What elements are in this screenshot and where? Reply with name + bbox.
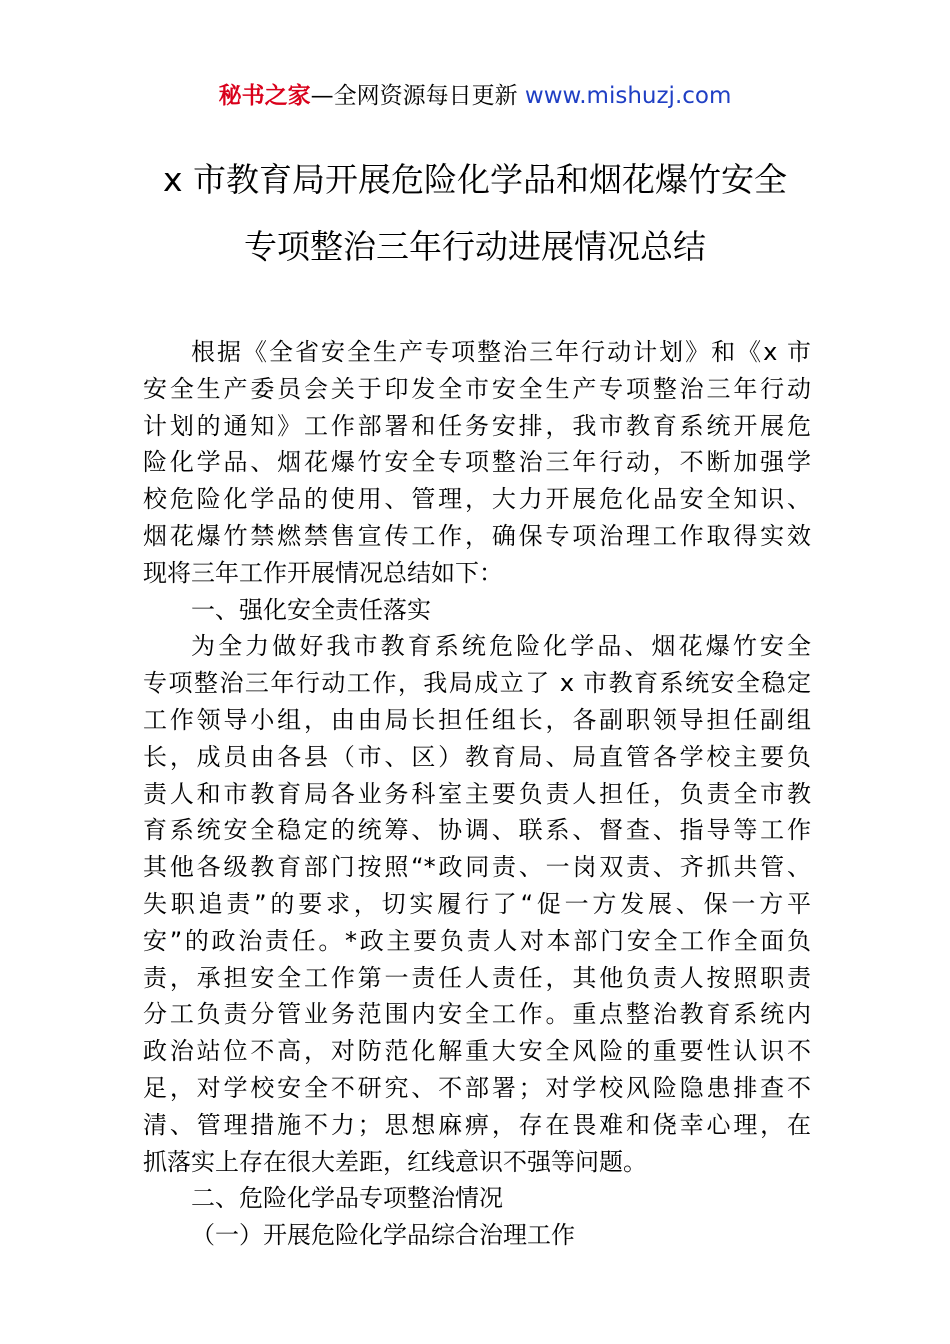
text-line: 责人和市教育局各业务科室主要负责人担任，负责全市教 bbox=[143, 779, 811, 808]
heading-text: （一）开展危险化学品综合治理工作 bbox=[191, 1221, 575, 1250]
text-line: 清、管理措施不力；思想麻痹，存在畏难和侥幸心理，在 bbox=[143, 1110, 811, 1139]
text-line: 工作领导小组，由由局长担任组长，各副职领导担任副组 bbox=[143, 705, 811, 734]
heading-text: 二、危险化学品专项整治情况 bbox=[191, 1184, 503, 1213]
paragraph-responsibility bbox=[143, 628, 811, 1180]
text-line: 专项整治三年行动工作，我局成立了 x 市教育系统安全稳定 bbox=[143, 669, 811, 698]
document-title-line-1: x 市教育局开展危险化学品和烟花爆竹安全 bbox=[162, 160, 788, 199]
text-line: 烟花爆竹禁燃禁售宣传工作，确保专项治理工作取得实效 bbox=[143, 521, 811, 550]
text-line: 为全力做好我市教育系统危险化学品、烟花爆竹安全 bbox=[191, 632, 811, 661]
document-body bbox=[143, 334, 811, 1254]
text-line: 校危险化学品的使用、管理，大力开展危化品安全知识、 bbox=[143, 485, 811, 514]
text-line: 安”的政治责任。*政主要负责人对本部门安全工作全面负 bbox=[143, 926, 811, 955]
section-heading-2 bbox=[143, 1180, 811, 1217]
text-line: 险化学品、烟花爆竹安全专项整治三年行动，不断加强学 bbox=[143, 448, 811, 477]
subsection-heading-1 bbox=[143, 1217, 811, 1254]
heading-text: 一、强化安全责任落实 bbox=[191, 595, 431, 624]
text-line: 安全生产委员会关于印发全市安全生产专项整治三年行动 bbox=[143, 374, 811, 403]
text-line: 分工负责分管业务范围内安全工作。重点整治教育系统内 bbox=[143, 1000, 811, 1029]
paragraph-intro bbox=[143, 334, 811, 592]
banner-website: www.mishuzj.com bbox=[524, 83, 732, 109]
text-line: 长，成员由各县（市、区）教育局、局直管各学校主要负 bbox=[143, 742, 811, 771]
section-heading-1 bbox=[143, 592, 811, 629]
banner-tagline: —全网资源每日更新 bbox=[310, 83, 525, 109]
text-line: 育系统安全稳定的统筹、协调、联系、督查、指导等工作 bbox=[143, 816, 811, 845]
text-line: 抓落实上存在很大差距，红线意识不强等问题。 bbox=[143, 1147, 647, 1176]
document-title-line-2: 专项整治三年行动进展情况总结 bbox=[244, 227, 706, 266]
text-line: 失职追责”的要求，切实履行了“促一方发展、保一方平 bbox=[143, 889, 811, 918]
text-line: 责，承担安全工作第一责任人责任，其他负责人按照职责 bbox=[143, 963, 811, 992]
text-line: 计划的通知》工作部署和任务安排，我市教育系统开展危 bbox=[143, 411, 811, 440]
banner-brand: 秘书之家 bbox=[218, 83, 311, 109]
text-line: 政治站位不高，对防范化解重大安全风险的重要性认识不 bbox=[143, 1037, 811, 1066]
site-banner bbox=[0, 80, 950, 112]
text-line: 足，对学校安全不研究、不部署；对学校风险隐患排查不 bbox=[143, 1073, 811, 1102]
text-line: 根据《全省安全生产专项整治三年行动计划》和《x 市 bbox=[191, 338, 811, 366]
text-line: 现将三年工作开展情况总结如下： bbox=[143, 558, 503, 587]
text-line: 其他各级教育部门按照“*政同责、一岗双责、齐抓共管、 bbox=[143, 853, 811, 882]
